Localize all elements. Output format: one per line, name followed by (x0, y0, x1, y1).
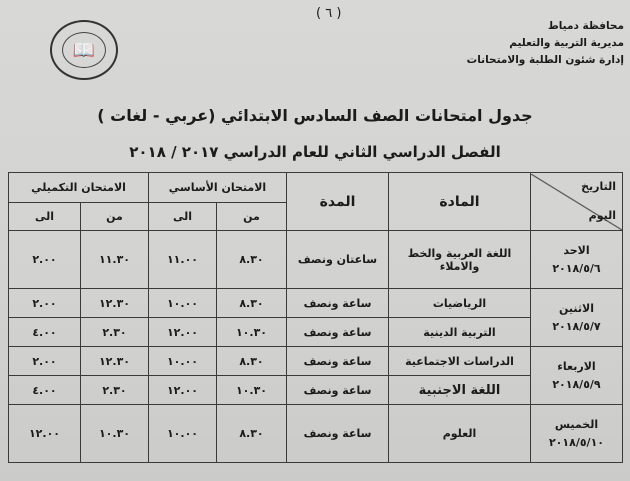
duration-cell: ساعة ونصف (287, 405, 389, 463)
exam-schedule-table (8, 172, 623, 463)
supp-to-cell: ٤.٠٠ (9, 376, 81, 405)
supp-from-cell: ١١.٣٠ (81, 231, 149, 289)
supp-to-cell: ١٢.٠٠ (9, 405, 81, 463)
subject-header: المادة (389, 173, 531, 231)
book-emblem-icon: 📖 (62, 32, 106, 68)
main-title: جدول امتحانات الصف السادس الابتدائي (عربي - لغات ) (97, 106, 533, 125)
supplementary-exam-header: الامتحان التكميلي (9, 173, 149, 203)
day-cell (531, 347, 623, 405)
day-name: الاثنين (559, 301, 594, 315)
day-name: الاربعاء (557, 359, 596, 373)
subject-cell: العلوم (389, 405, 531, 463)
sub-title: الفصل الدراسي الثاني للعام الدراسي ٢٠١٧ / ٢٠١٨ (129, 143, 501, 161)
supp-from-cell: ٢.٣٠ (81, 376, 149, 405)
page-number: ( ٦ ) (316, 6, 342, 21)
supp-to-cell: ٢.٠٠ (9, 347, 81, 376)
day-date: ٢٠١٨/٥/٧ (552, 319, 601, 333)
subject-cell: اللغة الاجنبية (389, 376, 531, 405)
basic-to-cell: ١٢.٠٠ (149, 318, 217, 347)
supp-from-cell: ١٢.٣٠ (81, 347, 149, 376)
subject-cell: التربية الدينية (389, 318, 531, 347)
basic-from-cell: ٨.٣٠ (217, 405, 287, 463)
subject-cell: الرياضيات (389, 289, 531, 318)
header-line-directorate: مديرية التربية والتعليم (509, 37, 624, 49)
basic-from-cell: ٨.٣٠ (217, 231, 287, 289)
basic-from-cell: ١٠.٣٠ (217, 376, 287, 405)
table-row (9, 318, 623, 347)
basic-from-cell: ١٠.٣٠ (217, 318, 287, 347)
header-line-governorate: محافظة دمياط (547, 20, 624, 32)
duration-cell: ساعة ونصف (287, 318, 389, 347)
duration-header: المدة (287, 173, 389, 231)
supp-to-cell: ٤.٠٠ (9, 318, 81, 347)
supp-from-cell: ١٢.٣٠ (81, 289, 149, 318)
basic-exam-header: الامتحان الأساسي (149, 173, 287, 203)
day-name: الخميس (554, 417, 599, 431)
supp-from-cell: ٢.٣٠ (81, 318, 149, 347)
supp-from-header: من (81, 203, 149, 231)
table-row (9, 231, 623, 289)
day-header-label: اليوم (588, 208, 616, 222)
supp-from-cell: ١٠.٣٠ (81, 405, 149, 463)
day-cell (531, 231, 623, 289)
date-day-header (531, 173, 623, 231)
date-header-label: التاريخ (581, 179, 616, 193)
basic-to-cell: ١٢.٠٠ (149, 376, 217, 405)
table-row (9, 347, 623, 376)
basic-from-cell: ٨.٣٠ (217, 289, 287, 318)
duration-cell: ساعتان ونصف (287, 231, 389, 289)
day-cell (531, 405, 623, 463)
day-date: ٢٠١٨/٥/٩ (552, 377, 601, 391)
header-block (444, 18, 624, 69)
basic-from-header: من (217, 203, 287, 231)
subject-cell: الدراسات الاجتماعية (389, 347, 531, 376)
day-date: ٢٠١٨/٥/٦ (552, 261, 601, 275)
day-cell (531, 289, 623, 347)
directorate-logo-icon (50, 20, 118, 80)
day-date: ٢٠١٨/٥/١٠ (548, 435, 605, 449)
table-row (9, 289, 623, 318)
basic-to-cell: ١٠.٠٠ (149, 347, 217, 376)
day-name: الاحد (563, 243, 590, 257)
table-header-row (9, 173, 623, 203)
supp-to-cell: ٢.٠٠ (9, 289, 81, 318)
basic-to-header: الى (149, 203, 217, 231)
header-line-department: إدارة شئون الطلبة والامتحانات (466, 54, 624, 66)
duration-cell: ساعة ونصف (287, 376, 389, 405)
supp-to-header: الى (9, 203, 81, 231)
basic-to-cell: ١١.٠٠ (149, 231, 217, 289)
table-row (9, 405, 623, 463)
basic-from-cell: ٨.٣٠ (217, 347, 287, 376)
basic-to-cell: ١٠.٠٠ (149, 289, 217, 318)
duration-cell: ساعة ونصف (287, 347, 389, 376)
table-row (9, 376, 623, 405)
duration-cell: ساعة ونصف (287, 289, 389, 318)
subject-cell: اللغة العربية والخط والاملاء (389, 231, 531, 289)
basic-to-cell: ١٠.٠٠ (149, 405, 217, 463)
supp-to-cell: ٢.٠٠ (9, 231, 81, 289)
